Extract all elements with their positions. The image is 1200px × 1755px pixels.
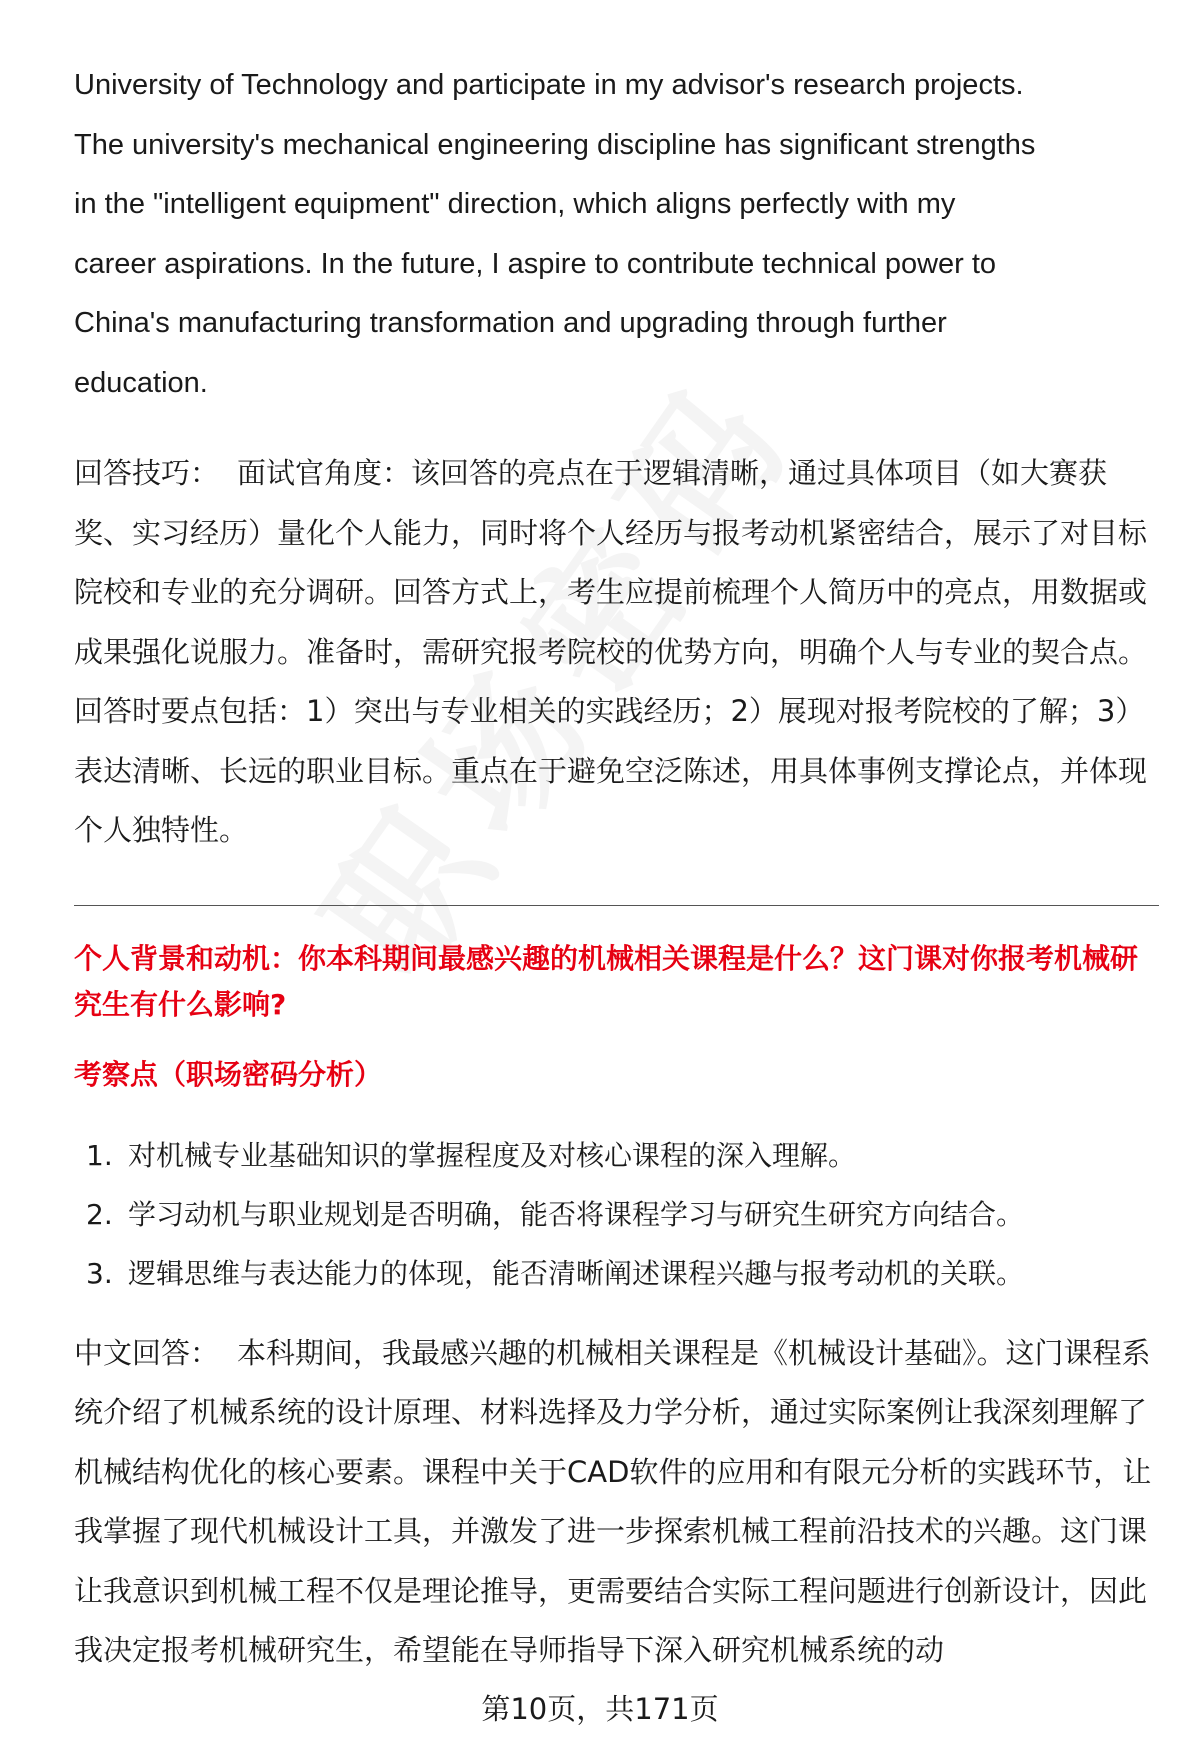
chinese-answer-text: 本科期间，我最感兴趣的机械相关课程是《机械设计基础》。这门课程系统介绍了机械系统的设计原理、材料选择及力学分析，通过实际案例让我深刻理解了机械结构优化的核心要素。课程中关于CAD软件的应用和有限元分析的实践环节，让我掌握了现代机械设计工具，并激发了进一步探索机械工程前沿技术的兴趣。这门课让我意识到机械工程不仅是理论推导，更需要结合实际工程问题进行创新设计，因此我决定报考机械研究生，希望能在导师指导下深入研究机械系统的动 xyxy=(74,1335,1152,1667)
list-item-number: 2. xyxy=(86,1197,113,1231)
list-item xyxy=(74,1185,1159,1244)
list-item-text: 对机械专业基础知识的掌握程度及对核心课程的深入理解。 xyxy=(128,1138,857,1172)
assessment-list xyxy=(74,1126,1159,1303)
chinese-answer-label: 中文回答： xyxy=(74,1335,220,1370)
intro-line: University of Technology and participate in my advisor's research projects. xyxy=(74,69,1024,101)
assessment-heading: 考察点（职场密码分析） xyxy=(74,1057,383,1091)
intro-line: in the "intelligent equipment" direction, which aligns perfectly with my xyxy=(74,188,956,220)
page-number-footer: 第10页，共171页 xyxy=(481,1692,719,1726)
list-item-number: 3. xyxy=(86,1256,113,1290)
page-content xyxy=(74,56,1159,1681)
list-item-text: 逻辑思维与表达能力的体现，能否清晰阐述课程兴趣与报考动机的关联。 xyxy=(128,1256,1025,1290)
list-item xyxy=(74,1244,1159,1303)
intro-line: education. xyxy=(74,366,208,399)
intro-line: career aspirations. In the future, I aspire to contribute technical power to xyxy=(74,247,997,280)
list-item xyxy=(74,1126,1159,1185)
chinese-answer-paragraph xyxy=(74,1324,1159,1681)
section-divider xyxy=(74,905,1159,906)
list-item-text: 学习动机与职业规划是否明确，能否将课程学习与研究生研究方向结合。 xyxy=(128,1197,1025,1231)
intro-line: The university's mechanical engineering discipline has significant strengths xyxy=(74,128,1036,161)
answer-tips-paragraph xyxy=(74,444,1159,861)
intro-line: China's manufacturing transformation and upgrading through further xyxy=(74,307,947,339)
question-heading: 个人背景和动机：你本科期间最感兴趣的机械相关课程是什么？这门课对你报考机械研究生有什么影响? xyxy=(74,941,1139,1021)
list-item-number: 1. xyxy=(86,1138,113,1172)
intro-paragraph-en xyxy=(74,56,1159,413)
answer-tips-label: 回答技巧： xyxy=(74,456,220,490)
answer-tips-text: 面试官角度：该回答的亮点在于逻辑清晰，通过具体项目（如大赛获奖、实习经历）量化个人能力，同时将个人经历与报考动机紧密结合，展示了对目标院校和专业的充分调研。回答方式上，考生应提前梳理个人简历中的亮点，用数据或成果强化说服力。准备时，需研究报考院校的优势方向，明确个人与专业的契合点。回答时要点包括：1）突出与专业相关的实践经历；2）展现对报考院校的了解；3）表达清晰、长远的职业目标。重点在于避免空泛陈述，用具体事例支撑论点，并体现个人独特性。 xyxy=(74,456,1148,847)
